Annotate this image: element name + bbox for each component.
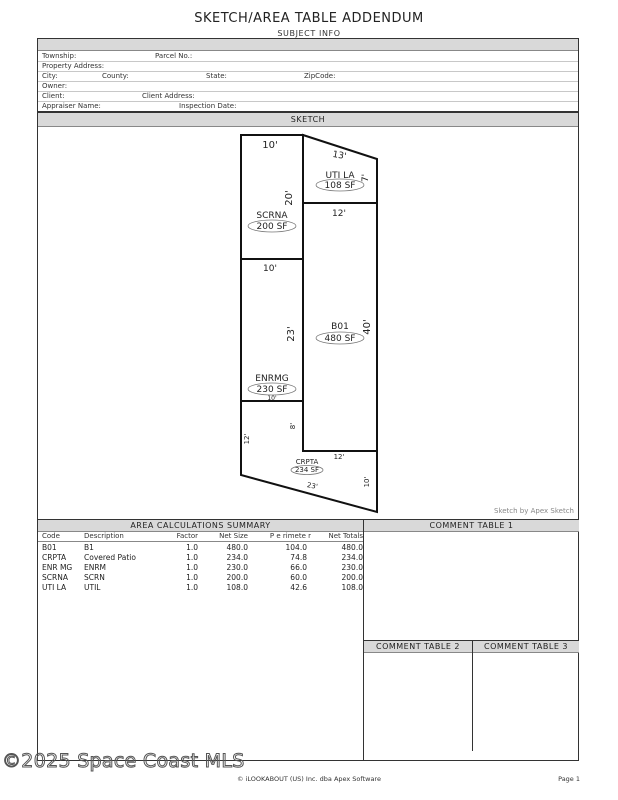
utila-area: 108 SF	[324, 181, 356, 191]
comment-table-1-header: COMMENT TABLE 1	[364, 520, 579, 532]
state-label: State:	[206, 72, 227, 80]
col-description: Description	[84, 532, 124, 540]
b01-name: B01	[331, 322, 349, 332]
col-factor: Factor	[176, 532, 198, 540]
utila-name: UTI LA	[325, 171, 355, 181]
lower-section	[37, 519, 579, 761]
enrmg-side-dim: 23'	[286, 326, 297, 342]
crpta-area: 234 SF	[294, 466, 320, 474]
parcel-no-label: Parcel No.:	[155, 52, 193, 60]
crpta-inner-dim: 8'	[289, 422, 297, 430]
floor-plan-sketch	[38, 126, 578, 520]
client-label: Client:	[42, 92, 65, 100]
utila-side-dim: 7'	[361, 173, 371, 183]
row-factor: 1.0	[186, 583, 198, 592]
client-address-label: Client Address:	[142, 92, 195, 100]
comment-table-3	[473, 641, 579, 751]
row-code: CRPTA	[42, 553, 67, 562]
table-row	[38, 542, 363, 552]
row-perimeter: 74.8	[290, 553, 307, 562]
crpta-bottom-dim: 23'	[306, 481, 319, 491]
row-perimeter: 66.0	[290, 563, 307, 572]
scrna-top-dim: 10'	[262, 140, 278, 151]
comment-table-3-header: COMMENT TABLE 3	[473, 641, 579, 653]
info-row-appraiser	[38, 101, 578, 111]
row-code: SCRNA	[42, 573, 68, 582]
col-code: Code	[42, 532, 60, 540]
row-factor: 1.0	[186, 563, 198, 572]
table-row	[38, 582, 363, 592]
owner-label: Owner:	[42, 82, 68, 90]
row-description: ENRM	[84, 563, 107, 572]
utila-top-dim: 13'	[331, 149, 348, 163]
b01-side-dim: 40'	[362, 319, 373, 335]
city-label: City:	[42, 72, 58, 80]
col-perimeter: P e rimete r	[269, 532, 311, 540]
enrmg-top-dim: 10'	[263, 264, 277, 274]
row-perimeter: 60.0	[290, 573, 307, 582]
row-factor: 1.0	[186, 553, 198, 562]
row-net-size: 230.0	[226, 563, 248, 572]
row-description: SCRN	[84, 573, 105, 582]
row-net-totals: 230.0	[341, 563, 363, 572]
row-factor: 1.0	[186, 573, 198, 582]
mls-watermark: ©2025 Space Coast MLS	[2, 750, 245, 772]
col-net-totals: Net Totals	[328, 532, 363, 540]
subject-info-box	[37, 38, 579, 112]
row-code: UTI LA	[42, 583, 67, 592]
inspection-date-label: Inspection Date:	[179, 102, 237, 110]
row-net-totals: 200.0	[341, 573, 363, 582]
row-code: B01	[42, 543, 57, 552]
enrmg-area: 230 SF	[256, 385, 288, 395]
row-description: B1	[84, 543, 94, 552]
crpta-name: CRPTA	[295, 458, 319, 466]
row-description: Covered Patio	[84, 553, 136, 562]
crpta-room	[241, 401, 377, 512]
footer-copyright: © iLOOKABOUT (US) Inc. dba Apex Software	[237, 775, 381, 783]
area-summary-header: AREA CALCULATIONS SUMMARY	[38, 520, 363, 532]
page-title: SKETCH/AREA TABLE ADDENDUM	[194, 11, 424, 26]
comment-table-1	[364, 520, 579, 641]
township-label: Township:	[42, 52, 77, 60]
comment-table-2-header: COMMENT TABLE 2	[364, 641, 472, 653]
table-row	[38, 572, 363, 582]
sketch-header: SKETCH	[38, 113, 578, 127]
b01-area: 480 SF	[324, 334, 356, 344]
row-perimeter: 42.6	[290, 583, 307, 592]
scrna-area: 200 SF	[256, 222, 288, 232]
area-summary-columns	[38, 531, 363, 542]
b01-top-dim: 12'	[332, 209, 346, 219]
table-row	[38, 552, 363, 562]
area-calculations-summary	[38, 520, 364, 760]
row-net-size: 108.0	[226, 583, 248, 592]
row-net-size: 200.0	[226, 573, 248, 582]
comment-table-2	[364, 641, 473, 751]
row-description: UTIL	[84, 583, 101, 592]
section-subtitle: SUBJECT INFO	[277, 29, 341, 38]
row-net-size: 234.0	[226, 553, 248, 562]
subject-info-header	[38, 39, 578, 51]
appraiser-name-label: Appraiser Name:	[42, 102, 101, 110]
sketch-credit: Sketch by Apex Sketch	[494, 507, 574, 515]
row-net-totals: 234.0	[341, 553, 363, 562]
enrmg-bottom-dim: 10'	[267, 395, 277, 402]
page-number: Page 1	[558, 775, 580, 783]
utila-room	[303, 135, 377, 203]
col-net-size: Net Size	[219, 532, 248, 540]
scrna-side-dim: 20'	[284, 190, 295, 206]
sketch-section	[37, 112, 579, 520]
enrmg-name: ENRMG	[255, 374, 289, 384]
table-row	[38, 562, 363, 572]
row-factor: 1.0	[186, 543, 198, 552]
row-net-totals: 108.0	[341, 583, 363, 592]
property-address-label: Property Address:	[42, 62, 105, 70]
county-label: County:	[102, 72, 129, 80]
row-code: ENR MG	[42, 563, 73, 572]
scrna-name: SCRNA	[256, 211, 288, 221]
crpta-top-dim: 12'	[333, 453, 345, 461]
row-net-size: 480.0	[226, 543, 248, 552]
crpta-right-dim: 10'	[363, 476, 371, 488]
row-net-totals: 480.0	[341, 543, 363, 552]
crpta-left-dim: 12'	[243, 433, 251, 445]
row-perimeter: 104.0	[285, 543, 307, 552]
zipcode-label: ZipCode:	[304, 72, 336, 80]
